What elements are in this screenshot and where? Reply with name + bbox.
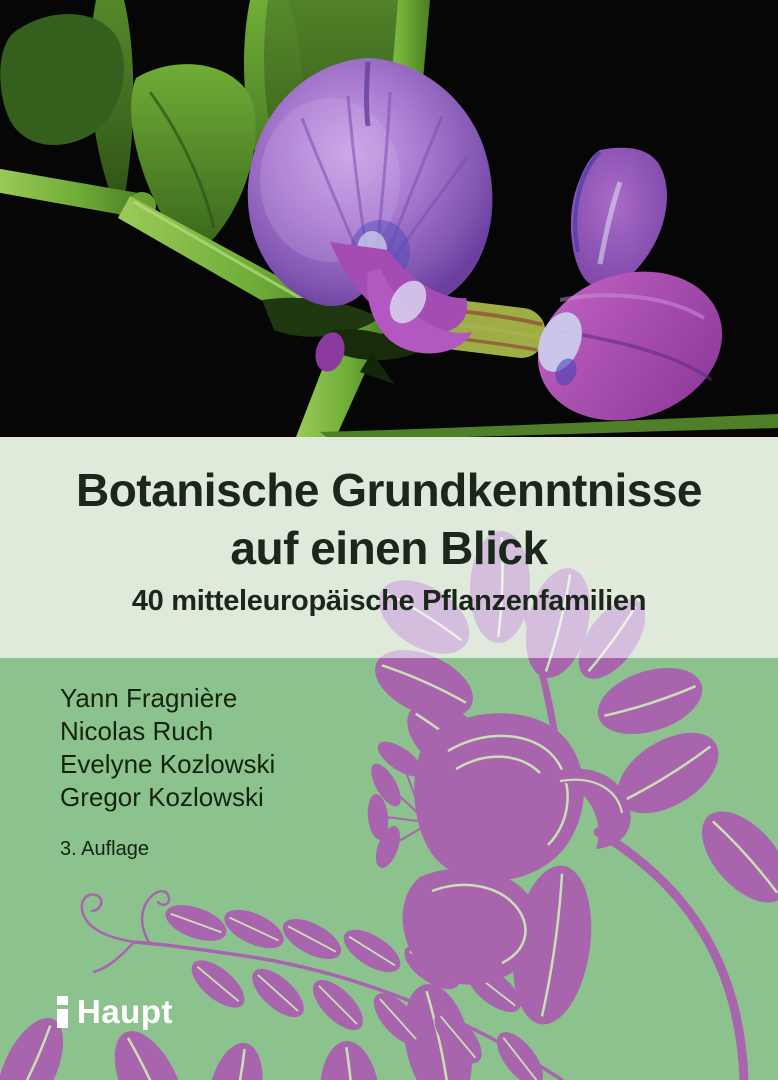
- vetch-flower-photo: [0, 0, 778, 437]
- author-name: Evelyne Kozlowski: [60, 749, 276, 779]
- publisher-logo: [57, 995, 173, 1028]
- author-name: Yann Fragnière: [60, 683, 238, 713]
- author-list: [60, 682, 275, 814]
- publisher-name: Haupt: [77, 993, 173, 1030]
- book-subtitle: 40 mitteleuropäische Pflanzenfamilien: [131, 585, 647, 617]
- cover-photo: [0, 0, 778, 437]
- haupt-colon-mark-icon: [57, 995, 68, 1028]
- title-block: [0, 437, 778, 658]
- author-name: Gregor Kozlowski: [60, 782, 264, 812]
- book-title-line2: auf einen Blick: [230, 522, 548, 574]
- edition-label: 3. Auflage: [60, 838, 149, 860]
- book-title-line1: Botanische Grundkenntnisse: [75, 464, 702, 516]
- author-name: Nicolas Ruch: [60, 716, 214, 746]
